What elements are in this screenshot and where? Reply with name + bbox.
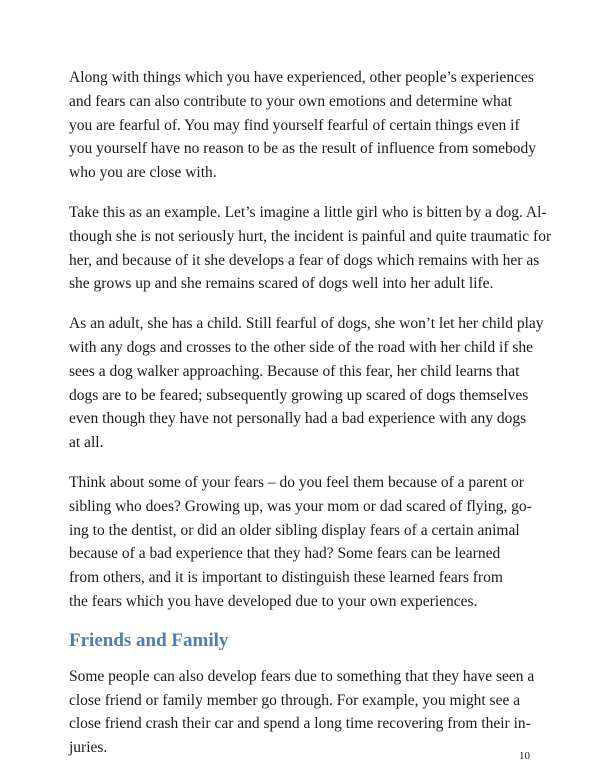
paragraph-line: Think about some of your fears – do you feel them because of a parent or [69, 473, 524, 491]
paragraph-line: sibling who does? Growing up, was your mom or dad scared of flying, go- [69, 497, 532, 515]
paragraph-line: sees a dog walker approaching. Because of this fear, her child learns that [69, 362, 520, 380]
section-heading: Friends and Family [69, 629, 229, 651]
page-number: 10 [519, 750, 530, 762]
paragraph-line: Take this as an example. Let’s imagine a little girl who is bitten by a dog. Al- [69, 203, 547, 221]
paragraph-4 [69, 471, 531, 614]
paragraph-line: from others, and it is important to distinguish these learned fears from [69, 569, 503, 587]
paragraph-line: she grows up and she remains scared of dogs well into her adult life. [69, 275, 494, 293]
paragraph-2 [69, 201, 552, 296]
paragraph-line: ing to the dentist, or did an older sibling display fears of a certain animal [69, 521, 520, 539]
paragraph-line: dogs are to be feared; subsequently growing up scared of dogs themselves [69, 386, 529, 404]
paragraph-line: because of a bad experience that they had? Some fears can be learned [69, 545, 501, 563]
paragraph-1 [69, 66, 537, 185]
paragraph-line: close friend or family member go through. For example, you might see a [69, 691, 521, 709]
paragraph-line: even though they have not personally had a bad experience with any dogs [69, 410, 527, 428]
paragraph-line: the fears which you have developed due to your own experiences. [69, 592, 478, 610]
paragraph-line: and fears can also contribute to your own emotions and determine what [69, 92, 512, 110]
paragraph-line: at all. [69, 434, 104, 452]
paragraph-line: her, and because of it she develops a fear of dogs which remains with her as [69, 251, 540, 269]
paragraph-line: juries. [69, 739, 108, 757]
paragraph-line: you yourself have no reason to be as the result of influence from somebody [69, 140, 537, 158]
paragraph-line: who you are close with. [69, 164, 217, 182]
document-page [69, 66, 552, 776]
paragraph-line: close friend crash their car and spend a long time recovering from their in- [69, 715, 531, 733]
paragraph-3 [69, 312, 544, 455]
paragraph-line: you are fearful of. You may find yourself fearful of certain things even if [69, 116, 520, 134]
paragraph-line: Some people can also develop fears due to something that they have seen a [69, 667, 535, 685]
paragraph-line: with any dogs and crosses to the other side of the road with her child if she [69, 338, 534, 356]
paragraph-line: Along with things which you have experienced, other people’s experiences [69, 69, 534, 86]
paragraph-line: As an adult, she has a child. Still fearful of dogs, she won’t let her child play [69, 315, 544, 333]
paragraph-5 [69, 665, 535, 760]
paragraph-line: though she is not seriously hurt, the incident is painful and quite traumatic for [69, 227, 552, 245]
